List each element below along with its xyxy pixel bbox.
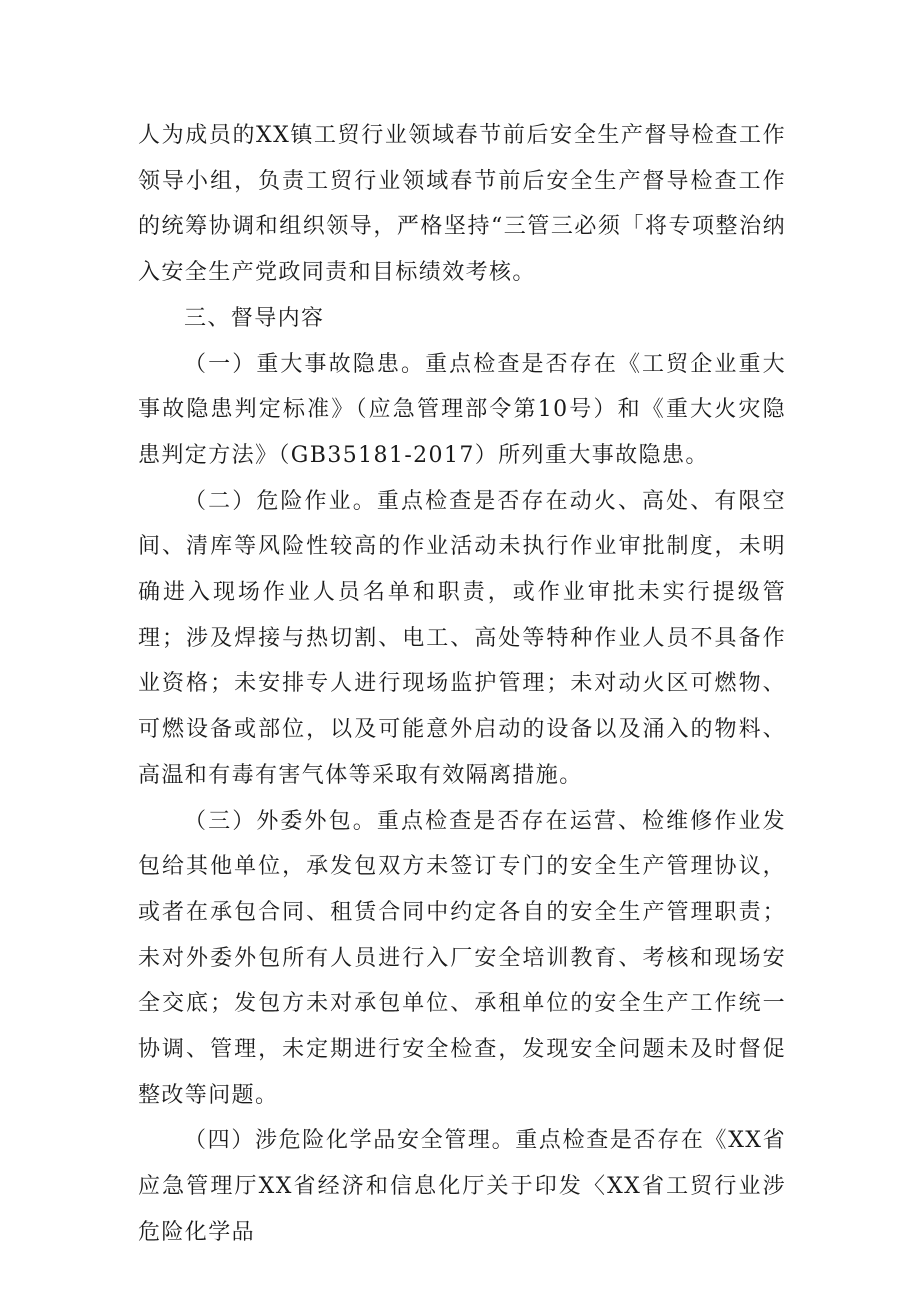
paragraph-major-hazards: （一）重大事故隐患。重点检查是否存在《工贸企业重大事故隐患判定标准》（应急管理部令第10号）和《重大火灾隐患判定方法》（GB35181-2017）所列重大事故隐患。 <box>138 351 786 468</box>
paragraph-outsourcing: （三）外委外包。重点检查是否存在运营、检维修作业发包给其他单位，承发包双方未签订专门的安全生产管理协议，或者在承包合同、租赁合同中约定各自的安全生产管理职责；未对外委外包所有人员进行入厂安全培训教育、考核和现场安全交底；发包方未对承包单位、承租单位的安全生产工作统一协调、管理，未定期进行安全检查，发现安全问题未及时督促整改等问题。 <box>138 808 786 1108</box>
section-heading-supervision-content: 三、督导内容 <box>184 305 325 331</box>
document-page <box>138 113 786 1256</box>
paragraph-leading-group: 人为成员的XX镇工贸行业领域春节前后安全生产督导检查工作领导小组，负责工贸行业领域春节前后安全生产督导检查工作的统筹协调和组织领导，严格坚持“三管三必须「将专项整治纳入安全生产党政同责和目标绩效考核。 <box>138 123 786 286</box>
paragraph-hazardous-chemicals: （四）涉危险化学品安全管理。重点检查是否存在《XX省应急管理厅XX省经济和信息化厅关于印发〈XX省工贸行业涉危险化学品 <box>138 1128 786 1245</box>
paragraph-dangerous-operations: （二）危险作业。重点检查是否存在动火、高处、有限空间、清库等风险性较高的作业活动未执行作业审批制度，未明确进入现场作业人员名单和职责，或作业审批未实行提级管理；涉及焊接与热切割、电工、高处等特种作业人员不具备作业资格；未安排专人进行现场监护管理；未对动火区可燃物、可燃设备或部位，以及可能意外启动的设备以及涌入的物料、高温和有毒有害气体等采取有效隔离措施。 <box>138 488 786 788</box>
